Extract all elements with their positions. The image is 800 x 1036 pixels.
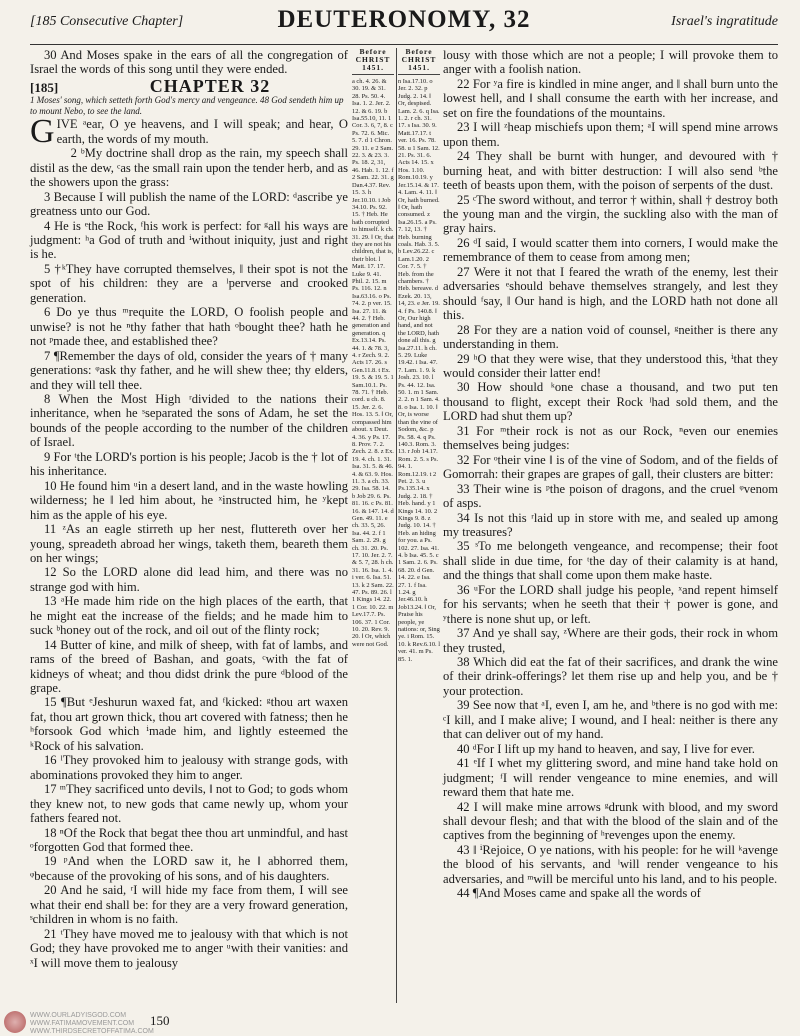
page-topic: Israel's ingratitude — [671, 14, 778, 29]
verse-5: 5 †ᵏThey have corrupted themselves, ‖ their spot is not the spot of his children: they are a ˡperverse and crooked generation. — [30, 261, 348, 305]
verse-13: 13 ᵃHe made him ride on the high places of the earth, that he might eat the increase of the fields; and he made him to suck ᵇhoney out of the rock, and oil out of the flinty rock; — [30, 594, 348, 638]
verse-20: 20 And he said, ʳI will hide my face from them, I will see what their end shall be: for they are a very froward generation, ˢchildren in whom is no faith. — [30, 883, 348, 927]
verse-36: 36 ᵘFor the LORD shall judge his people, ˣand repent himself for his servants; when he seeth that their † power is gone, and ʸthere is none shut up, or left. — [443, 582, 778, 626]
chapter-summary: 1 Moses' song, which setteth forth God's mercy and vengeance. 48 God sendeth him up to mount Nebo, to see the land. — [30, 95, 344, 117]
verse-30: 30 How should ᵏone chase a thousand, and two put ten thousand to flight, except their Rock ˡhad sold them, and the LORD had shut them up? — [443, 380, 778, 424]
verse-10: 10 He found him ᵘin a desert land, and in the waste howling wilderness; he ‖ led him about, he ˣinstructed him, he ʸkept him as the apple of his eye. — [30, 478, 348, 522]
verse-29: 29 ʰO that they were wise, that they understood this, ⁱthat they would consider their latter end! — [443, 351, 778, 380]
cross-references-1: a ch. 4. 26. & 30. 19. & 31. 28. Ps. 50. 4. Isa. 1. 2. Jer. 2. 12. & 6. 19. b Isa.55.10, 11. 1 Cor. 3. 6, 7, 8. c Ps. 72. 6. Mic. 5. 7. d 1 Chron. 29. 11. e 2 Sam. 22. 3. & 23. 3. Ps. 18. 2, 31, 46. Hab. 1. 12. f 2 Sam. 22. 31. g Dan.4.37. Rev. 15. 3. h Jer.10.10. i Job 34.10. Ps. 92. 15. † Heb. He hath corrupted to himself. k ch. 31. 29. ‖ Or, that they are not his children, that is, their blot. l Matt. 17. 17. Luke 9. 41. Phil. 2. 15. m Ps. 116. 12. n Isa.63.16. o Ps. 74. 2. p ver. 15. Isa. 27. 11. & 44. 2. † Heb. generation and generation. q Ex.13.14. Ps. 44. 1. & 78. 3, 4. r Zech. 9. 2. Acts 17. 26. s Gen.11.8. t Ex. 19. 5. & 19. 5. 1 Sam.10.1. Ps. 78. 71. † Heb. cord. u ch. 8. 15. Jer. 2. 6. Hos. 13. 5. ‖ Or, compassed him about. x Deut. 4. 36. y Ps. 17. 8. Prov. 7. 2. Zech. 2. 8. z Ex. 19. 4. ch. 1. 31. Isa. 31. 5. & 46. 4. & 63. 9. Hos. 11. 3. a ch. 33. 29. Isa. 58. 14. b Job 29. 6. Ps. 81. 16. c Ps. 81. 16. & 147. 14. d Gen. 49. 11. e ch. 33. 5, 26. Isa. 44. 2. f 1 Sam. 2. 29. g ch. 31. 20. Ps. 17. 10. Jer. 2. 7. & 5. 7, 28. h ch. 31. 16. Isa. 1. 4. i ver. 6. Isa. 51. 13. k 2 Sam. 22. 47. Ps. 89. 26. l 1 Kings 14. 22. 1 Cor. 10. 22. m Lev.17.7. Ps. 106. 37. 1 Cor. 10. 20. Rev. 9. 20. ‖ Or, which were not God. — [352, 78, 394, 648]
verse-28: 28 For they are a nation void of counsel, ᵍneither is there any understanding in them. — [443, 322, 778, 352]
right-text-column — [443, 48, 778, 901]
footer-url-3: WWW.THIRDSECRETOFFATIMA.COM — [30, 1028, 154, 1035]
verse-19: 19 ᵖAnd when the LORD saw it, he ‖ abhorred them, ᵠbecause of the provoking of his sons, and of his daughters. — [30, 854, 348, 883]
chapter-title: CHAPTER 32 — [149, 75, 271, 96]
verse-4: 4 He is ᵉthe Rock, ᶠhis work is perfect: for ᵍall his ways are judgment: ʰa God of truth and ⁱwithout iniquity, just and right is he. — [30, 218, 348, 262]
verse-34: 34 Is not this ʳlaid up in store with me, and sealed up among my treasures? — [443, 510, 778, 539]
verse-16: 16 ˡThey provoked him to jealousy with strange gods, with abominations provoked they him to anger. — [30, 753, 348, 782]
verse-35: 35 ˢTo me belongeth vengeance, and recompense; their foot shall slide in due time, for ᵗthe day of their calamity is at hand, and the things that shall come upon them make haste. — [443, 539, 778, 583]
left-text-column — [30, 48, 348, 970]
verse-32: 32 For ᵒtheir vine ‖ is of the vine of Sodom, and of the fields of Gomorrah: their grapes are grapes of gall, their clusters are bitter: — [443, 452, 778, 482]
verse-1: GIVE ᵃear, O ye heavens, and I will speak; and hear, O earth, the words of my mouth. — [30, 113, 348, 151]
verse-39: 39 See now that ᵃI, even I, am he, and ᵇthere is no god with me: ᶜI kill, and I make alive; I wound, and I heal: neither is there any that can deliver out of my hand. — [443, 698, 778, 742]
verse-40: 40 ᵈFor I lift up my hand to heaven, and say, I live for ever. — [457, 741, 755, 756]
verse-14: 14 Butter of kine, and milk of sheep, with fat of lambs, and rams of the breed of Bashan, and goats, ᶜwith the fat of kidneys of wheat; and thou didst drink the pure ᵈblood of the grape. — [30, 637, 348, 696]
verse-31: 31 For ᵐtheir rock is not as our Rock, ⁿeven our enemies themselves being judges: — [443, 423, 778, 453]
seal-logo — [4, 1011, 26, 1033]
verse-22: 22 For ʸa fire is kindled in mine anger, and ‖ shall burn unto the lowest hell, and ‖ shall consume the earth with her increase, and set on fire the foundations of the mountains. — [443, 76, 778, 120]
verse-11: 11 ᶻAs an eagle stirreth up her nest, fluttereth over her young, spreadeth abroad her wings, taketh them, beareth them on her wings; — [30, 522, 348, 565]
before-christ-label-1: Before CHRIST 1451. — [352, 48, 394, 75]
chapter-heading — [30, 75, 348, 96]
before-christ-label-2: Before CHRIST 1451. — [398, 48, 440, 75]
verse-12: 12 So the LORD alone did lead him, and there was no strange god with him. — [30, 565, 348, 594]
running-header — [30, 4, 778, 44]
header-rule — [30, 44, 778, 45]
verse-21: 21 ᵗThey have moved me to jealousy with that which is not God; they have provoked me to anger ᵘwith their vanities: and ˣI will move them to jealousy — [30, 926, 348, 970]
verse-38: 38 Which did eat the fat of their sacrifices, and drank the wine of their drink-offerings? let them rise up and help you, and be † your protection. — [443, 655, 778, 698]
cross-reference-subcolumn-1 — [352, 48, 397, 1003]
verse-2: 2 ᵇMy doctrine shall drop as the rain, my speech shall distil as the dew, ᶜas the small rain upon the tender herb, and as the showers upon the grass: — [30, 146, 348, 190]
cross-references-2: n Isa.17.10. o Jer. 2. 32. p Judg. 2. 14. ‖ Or, despised. Lam. 2. 6. q Isa. 1. 2. r ch. 31. 17. s Isa. 30. 9. Matt.17.17. t ver. 16. Ps. 78. 58. u 1 Sam. 12. 21. Ps. 31. 6. Acts 14. 15. x Hos. 1.10. Rom.10.19. y Jer.15.14. & 17. 4. Lam. 4. 11. ‖ Or, hath burned. ‖ Or, hath consumed. z Isa.26.15. a Ps. 7. 12, 13. † Heb. burning coals. Hab. 3. 5. b Lev.26.22. c Lam.1.20. 2 Cor. 7. 5. † Heb. from the chambers. † Heb. bereave. d Ezek. 20. 13, 14, 23. e Jer. 19. 4. f Ps. 140.8. ‖ Or, Our high hand, and not the LORD, hath done all this. g Isa.27.11. h ch. 5. 29. Luke 19.42. i Isa. 47. 7. Lam. 1. 9. k Josh. 23. 10. l Ps. 44. 12. Isa. 50. 1. m 1 Sam. 2. 2. n 1 Sam. 4. 8. o Isa. 1. 10. ‖ Or, is worse than the vine of Sodom, &c. p Ps. 58. 4. q Ps. 140.3. Rom. 3. 13. r Job 14.17. Rom. 2. 5. s Ps. 94. 1. Rom.12.19. t 2 Pet. 2. 3. u Ps.135.14. x Judg. 2. 18. † Heb. hand. y 1 Kings 14. 10. 2 Kings 9. 8. z Judg. 10. 14. † Heb. an hiding for you. a Ps. 102. 27. Isa. 41. 4. b Isa. 45. 5. c 1 Sam. 2. 6. Ps. 68. 20. d Gen. 14. 22. e Isa. 27. 1. f Isa. 1.24. g Jer.46.10. h Job13.24. ‖ Or, Praise his people, ye nations: or, Sing ye. i Rom. 15. 10. k Rev.6.10. l ver. 41. m Ps. 85. 1. — [398, 78, 440, 663]
book-title: DEUTERONOMY, 32 — [277, 6, 531, 33]
verse-43: 43 ‖ ⁱRejoice, O ye nations, with his people: for he will ᵏavenge the blood of his servants, and ˡwill render vengeance to his adversaries, and ᵐwill be merciful unto his land, and to his people. — [443, 842, 778, 886]
verse-25: 25 ᶜThe sword without, and terror † within, shall † destroy both the young man and the virgin, the suckling also with the man of gray hairs. — [443, 192, 778, 236]
verse-17: 17 ᵐThey sacrificed unto devils, ‖ not to God; to gods whom they knew not, to new gods that came newly up, whom your fathers feared not. — [30, 782, 348, 826]
verse-3: 3 Because I will publish the name of the LORD: ᵈascribe ye greatness unto our God. — [30, 189, 348, 219]
verse-15: 15 ¶But ᵉJeshurun waxed fat, and ᶠkicked: ᵍthou art waxen fat, thou art grown thick, thou art covered with fatness; then he ʰforsook God which ⁱmade him, and lightly esteemed the ᵏRock of his salvation. — [30, 695, 348, 753]
verse-6: 6 Do ye thus ᵐrequite the LORD, O foolish people and unwise? is not he ⁿthy father that hath ᵒbought thee? hath he not ᵖmade thee, and established thee? — [30, 305, 348, 349]
consecutive-chapter-label: [185 Consecutive Chapter] — [30, 14, 184, 29]
verse-42: 42 I will make mine arrows ᵍdrunk with blood, and my sword shall devour flesh; and that with the blood of the slain and of the captives from the beginning of ʰrevenges upon the enemy. — [443, 799, 778, 843]
verse-41: 41 ᵉIf I whet my glittering sword, and mine hand take hold on judgment; ᶠI will render vengeance to mine enemies, and will reward them that hate me. — [443, 756, 778, 800]
drop-cap: G — [30, 113, 55, 151]
verse-33: 33 Their wine is ᵖthe poison of dragons, and the cruel ᵠvenom of asps. — [443, 481, 778, 511]
verse-44: 44 ¶And Moses came and spake all the words of — [457, 886, 701, 901]
chapter-number: [185] — [30, 79, 59, 95]
verse-8: 8 When the Most High ʳdivided to the nations their inheritance, when he ˢseparated the sons of Adam, he set the bounds of the people according to the number of the children of Israel. — [30, 391, 348, 450]
footer-url-1: WWW.OURLADYISGOD.COM — [30, 1012, 127, 1019]
verse-18: 18 ⁿOf the Rock that begat thee thou art unmindful, and hast ᵒforgotten God that formed thee. — [30, 825, 348, 855]
footer-urls — [30, 1012, 154, 1036]
page-number: 150 — [150, 1013, 170, 1028]
verse-7: 7 ¶Remember the days of old, consider the years of † many generations: ᵠask thy father, and he will shew thee; thy elders, and they will tell thee. — [30, 348, 348, 392]
verse-21-cont: lousy with those which are not a people; I will provoke them to anger with a foolish nation. — [443, 48, 778, 77]
cross-reference-column — [352, 48, 440, 1008]
verse-24: 24 They shall be burnt with hunger, and devoured with † burning heat, and with bitter destruction: I will also send ᵇthe teeth of beasts upon them, with the poison of serpents of the dust. — [443, 149, 778, 193]
verse-27: 27 Were it not that I feared the wrath of the enemy, lest their adversaries ᵉshould behave themselves strangely, and lest they should ᶠsay, ‖ Our hand is high, and the LORD hath not done all this. — [443, 264, 778, 323]
verse-37: 37 And ye shall say, ᶻWhere are their gods, their rock in whom they trusted, — [443, 626, 778, 655]
cross-reference-subcolumn-2 — [398, 48, 440, 663]
verse-31-30: 30 And Moses spake in the ears of all the congregation of Israel the words of this song until they were ended. — [30, 48, 348, 77]
verse-26: 26 ᵈI said, I would scatter them into corners, I would make the remembrance of them to cease from among men; — [443, 235, 778, 265]
verse-23: 23 I will ᶻheap mischiefs upon them; ᵃI will spend mine arrows upon them. — [443, 120, 778, 149]
verse-9: 9 For ᵗthe LORD's portion is his people; Jacob is the † lot of his inheritance. — [30, 449, 348, 479]
footer-url-2: WWW.FATIMAMOVEMENT.COM — [30, 1020, 135, 1027]
